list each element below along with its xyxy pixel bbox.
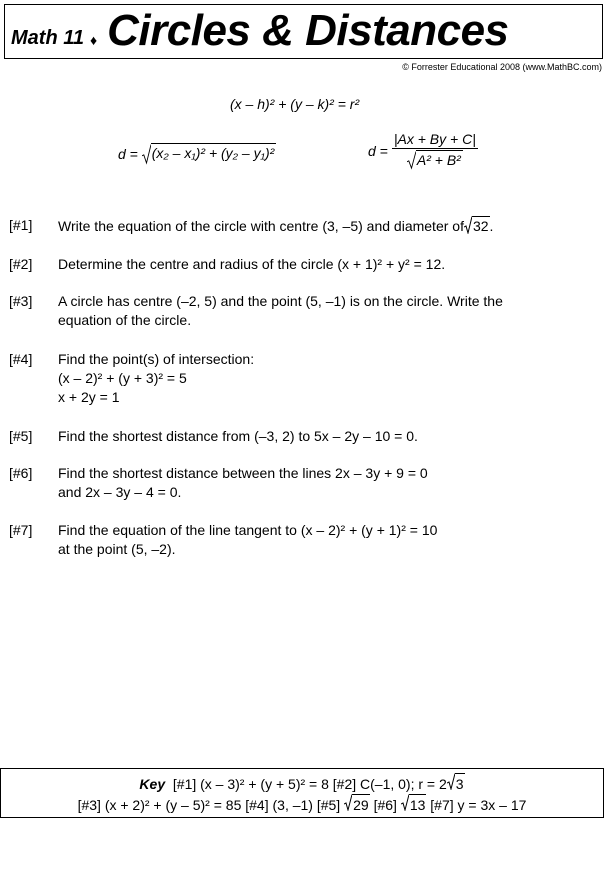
problem-line-text: Find the shortest distance between the lines 2x – 3y + 9 = 0 — [58, 465, 428, 481]
problem-line-text: Find the shortest distance from (–3, 2) to 5x – 2y – 10 = 0. — [58, 428, 418, 444]
problem-number: [#7] — [9, 522, 33, 538]
line-distance-fraction — [392, 131, 478, 170]
problem-number: [#6] — [9, 465, 33, 481]
problem-line-text: (x – 2)² + (y + 3)² = 5 — [58, 370, 187, 386]
problem-line-text: Write the equation of the circle with centre (3, –5) and diameter of — [58, 218, 464, 234]
problem-line-text: at the point (5, –2). — [58, 541, 176, 557]
problem-number: [#1] — [9, 217, 33, 233]
line-distance-lhs: d = — [368, 142, 388, 159]
problem-line-text: A circle has centre (–2, 5) and the point (5, –1) is on the circle. Write the — [58, 293, 503, 309]
problem-line — [58, 369, 598, 388]
radical-sign-icon — [447, 773, 455, 790]
page-title: Circles & Distances — [107, 6, 509, 55]
line-distance-numerator: |Ax + By + C| — [393, 131, 476, 147]
problem-text — [58, 255, 598, 274]
problem-item — [9, 350, 598, 407]
problem-line — [58, 427, 598, 446]
distance-lhs: d = — [118, 146, 138, 162]
radical-sign-icon — [344, 794, 352, 811]
problem-line — [58, 540, 598, 559]
problem-line — [58, 292, 598, 311]
distance-radical — [142, 143, 277, 165]
answer-radicand: 13 — [409, 794, 427, 815]
answer-key-text: [#7] y = 3x – 17 — [430, 797, 527, 813]
problem-text — [58, 216, 598, 236]
problem-line-text: and 2x – 3y – 4 = 0. — [58, 484, 182, 500]
answer-key-label: Key — [139, 776, 166, 792]
radical-sign-icon — [142, 143, 151, 165]
problem-number: [#4] — [9, 351, 33, 367]
answer-radicand: 3 — [455, 773, 465, 794]
answer-radical — [447, 773, 465, 794]
problem-line-text: Find the equation of the line tangent to (x – 2)² + (y + 1)² = 10 — [58, 522, 438, 538]
problem-line-text: Determine the centre and radius of the circle (x + 1)² + y² = 12. — [58, 256, 446, 272]
problem-line — [58, 464, 598, 483]
point-line-distance-formula — [368, 131, 478, 170]
answer-key-line-2 — [1, 794, 603, 815]
problem-text — [58, 350, 598, 407]
title-banner — [4, 4, 603, 59]
problem-item — [9, 292, 598, 330]
problem-radical — [464, 216, 490, 236]
radical-sign-icon — [407, 150, 416, 170]
answer-key-line-1 — [1, 773, 603, 794]
diamond-bullet-icon: ♦ — [89, 32, 98, 48]
problem-number: [#2] — [9, 256, 33, 272]
problem-item — [9, 464, 598, 502]
radical-sign-icon — [464, 216, 472, 234]
answer-radical — [401, 794, 427, 815]
problem-suffix: . — [489, 218, 494, 234]
copyright-notice: © Forrester Educational 2008 (www.MathBC.com) — [402, 62, 602, 72]
problem-line — [58, 483, 598, 502]
answer-radical — [344, 794, 370, 815]
answer-key — [0, 768, 604, 818]
problem-text — [58, 427, 598, 446]
course-name: Math 11 — [11, 27, 84, 49]
problem-radicand: 32 — [472, 218, 489, 234]
answer-key-text: [#1] (x – 3)² + (y + 5)² = 8 [#2] C(–1, 0); r = 2 — [172, 776, 447, 792]
problem-line — [58, 216, 598, 236]
problem-item — [9, 427, 598, 446]
problem-number: [#3] — [9, 293, 33, 309]
problem-line — [58, 521, 598, 540]
problem-line — [58, 350, 598, 369]
problem-line-text: Find the point(s) of intersection: — [58, 351, 255, 367]
problem-line-text: x + 2y = 1 — [58, 389, 120, 405]
problem-number: [#5] — [9, 428, 33, 444]
distance-formula — [118, 143, 276, 165]
problem-text — [58, 464, 598, 502]
problem-text — [58, 292, 598, 330]
problem-item — [9, 216, 598, 236]
answer-key-text: [#6] — [373, 797, 397, 813]
problem-text — [58, 521, 598, 559]
distance-radicand: (x₂ – x₁)² + (y₂ – y₁)² — [151, 143, 277, 165]
circle-equation-formula: (x – h)² + (y – k)² = r² — [230, 96, 360, 112]
problem-item — [9, 521, 598, 559]
problem-item — [9, 255, 598, 274]
problem-line — [58, 388, 598, 407]
line-distance-denominator — [407, 149, 463, 170]
answer-radicand: 29 — [352, 794, 370, 815]
line-distance-radicand: A² + B² — [416, 152, 461, 168]
radical-sign-icon — [401, 794, 409, 811]
answer-key-text: [#3] (x + 2)² + (y – 5)² = 85 [#4] (3, –1) [#5] — [77, 797, 341, 813]
problem-line — [58, 255, 598, 274]
problem-line-text: equation of the circle. — [58, 312, 192, 328]
problem-line — [58, 311, 598, 330]
